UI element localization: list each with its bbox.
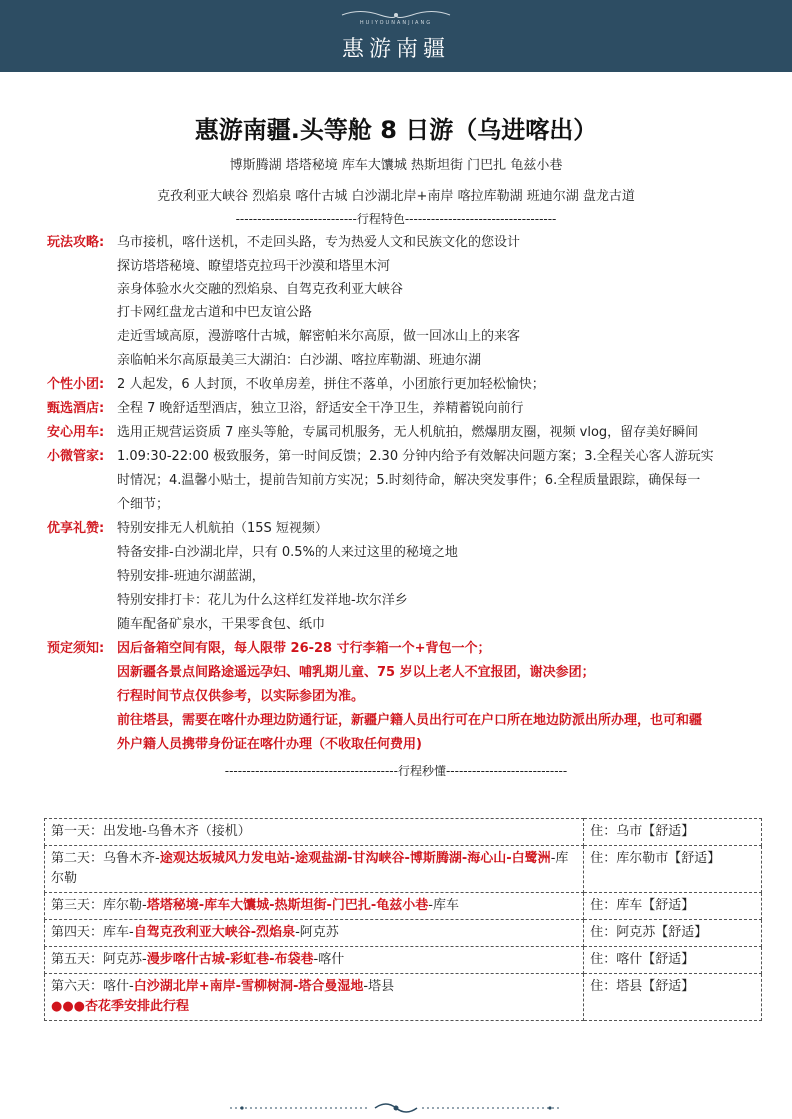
itinerary-row <box>45 974 762 1021</box>
notice-line: 外户籍人员携带身份证在喀什办理（不收取任何费用) <box>117 737 422 752</box>
gameplay-line: 乌市接机，喀什送机，不走回头路，专为热爱人文和民族文化的您设计 <box>117 235 521 250</box>
gift-key: 优享礼赞: <box>47 521 105 536</box>
itinerary-day-cell <box>45 893 584 920</box>
header-banner <box>0 0 792 72</box>
itinerary-text: 第一天：出发地-乌鲁木齐（接机） <box>51 824 251 839</box>
gameplay-line: 亲身体验水火交融的烈焰泉、自驾克孜利亚大峡谷 <box>117 282 404 297</box>
butler-line: 1.09:30-22:00 极致服务，第一时间反馈；2.30 分钟内给予有效解决问题方案；3.全程关心客人游玩实 <box>117 449 714 464</box>
itinerary-table <box>44 818 762 1021</box>
group-text: 2 人起发，6 人封顶，不收单房差，拼住不落单，小团旅行更加轻松愉快； <box>117 377 545 392</box>
itinerary-row <box>45 893 762 920</box>
itinerary-text: 第四天：库车- <box>51 925 134 940</box>
itinerary-note: ●●●杏花季安排此行程 <box>51 999 190 1014</box>
car-text: 选用正规营运资质 7 座头等舱，专属司机服务，无人机航拍，燃爆朋友圈，视频 vlog，留存美好瞬间 <box>117 425 699 440</box>
itinerary-day-cell <box>45 920 584 947</box>
gameplay-row <box>0 232 792 254</box>
itinerary-highlight: 塔塔秘境-库车大馕城-热斯坦街-门巴扎-龟兹小巷 <box>146 898 429 913</box>
gift-line: 特别安排-班迪尔湖蓝湖， <box>117 569 265 584</box>
car-row <box>0 422 792 444</box>
gameplay-line: 亲临帕米尔高原最美三大湖泊：白沙湖、喀拉库勒湖、班迪尔湖 <box>117 353 482 368</box>
itinerary-highlight: 漫步喀什古城-彩虹巷-布袋巷 <box>146 952 314 967</box>
butler-row <box>0 446 792 468</box>
divider-features: ----------------------------行程特色----------------------------------- <box>235 212 557 226</box>
itinerary-day-cell <box>45 974 584 1021</box>
gift-line: 特别安排无人机航拍（15S 短视频） <box>117 521 328 536</box>
gift-line: 特备安排-白沙湖北岸，只有 0.5%的人来过这里的秘境之地 <box>117 545 458 560</box>
notice-line: 行程时间节点仅供参考，以实际参团为准。 <box>117 689 365 704</box>
notice-line: 前往塔县，需要在喀什办理边防通行证，新疆户籍人员出行可在户口所在地边防派出所办理，也可和疆 <box>117 713 703 728</box>
itinerary-stay-cell: 住：库车【舒适】 <box>584 893 762 920</box>
divider-itinerary: ----------------------------------------行程秒懂---------------------------- <box>224 764 568 778</box>
hotel-text: 全程 7 晚舒适型酒店，独立卫浴，舒适安全干净卫生，养精蓄锐向前行 <box>117 401 524 416</box>
gameplay-line: 走近雪域高原，漫游喀什古城，解密帕米尔高原，做一回冰山上的来客 <box>117 329 521 344</box>
itinerary-day-cell <box>45 819 584 846</box>
brand-pinyin: HUIYOUNANJIANG <box>359 20 433 26</box>
gift-row <box>0 518 792 540</box>
itinerary-row <box>45 846 762 893</box>
gameplay-line: 打卡网红盘龙古道和中巴友谊公路 <box>117 305 313 320</box>
butler-key: 小微管家: <box>47 449 105 464</box>
subtitle-line-1: 博斯腾湖 塔塔秘境 库车大馕城 热斯坦街 门巴扎 龟兹小巷 <box>229 158 563 173</box>
itinerary-stay-cell: 住：库尔勒市【舒适】 <box>584 846 762 893</box>
group-row <box>0 374 792 396</box>
itinerary-stay-cell: 住：塔县【舒适】 <box>584 974 762 1021</box>
notice-line: 因新疆各景点间路途遥远孕妇、哺乳期儿童、75 岁以上老人不宜报团，谢决参团； <box>117 665 595 680</box>
hotel-key: 甄选酒店: <box>47 401 105 416</box>
notice-key: 预定须知: <box>47 641 105 656</box>
notice-row <box>0 638 792 660</box>
itinerary-text: -阿克苏 <box>295 925 339 940</box>
itinerary-text: -塔县 <box>363 979 395 994</box>
gift-line: 特别安排打卡：花儿为什么这样红发祥地-坎尔洋乡 <box>117 593 408 608</box>
itinerary-highlight: 白沙湖北岸+南岸-雪柳树洞-塔合曼湿地 <box>133 979 364 994</box>
itinerary-stay-cell: 住：阿克苏【舒适】 <box>584 920 762 947</box>
itinerary-text: 第三天：库尔勒- <box>51 898 147 913</box>
group-key: 个性小团: <box>47 377 105 392</box>
itinerary-text: -库尔勒 <box>51 851 569 886</box>
itinerary-day-cell <box>45 947 584 974</box>
itinerary-highlight: 自驾克孜利亚大峡谷-烈焰泉 <box>133 925 296 940</box>
itinerary-highlight: 途观达坂城风力发电站-途观盐湖-甘沟峡谷-博斯腾湖-海心山-白鹭洲 <box>159 851 551 866</box>
itinerary-day-cell <box>45 846 584 893</box>
itinerary-text: 第六天：喀什- <box>51 979 134 994</box>
gameplay-key: 玩法攻略: <box>47 235 105 250</box>
itinerary-text: 第五天：阿克苏- <box>51 952 147 967</box>
itinerary-stay-cell: 住：乌市【舒适】 <box>584 819 762 846</box>
subtitle-line-2: 克孜利亚大峡谷 烈焰泉 喀什古城 白沙湖北岸+南岸 喀拉库勒湖 班迪尔湖 盘龙古道 <box>157 189 635 204</box>
itinerary-row <box>45 947 762 974</box>
itinerary-row <box>45 819 762 846</box>
gift-line: 随车配备矿泉水，干果零食包、纸巾 <box>117 617 326 632</box>
butler-line: 个细节； <box>117 497 170 512</box>
page-title: 惠游南疆.头等舱 8 日游（乌进喀出） <box>194 116 598 144</box>
footer-ornament-icon <box>230 1100 562 1116</box>
car-key: 安心用车: <box>47 425 105 440</box>
notice-line: 因后备箱空间有限，每人限带 26-28 寸行李箱一个+背包一个； <box>117 641 491 656</box>
itinerary-text: -库车 <box>428 898 459 913</box>
hotel-row <box>0 398 792 420</box>
itinerary-text: -喀什 <box>313 952 345 967</box>
gameplay-line: 探访塔塔秘境、瞭望塔克拉玛干沙漠和塔里木河 <box>117 259 391 274</box>
itinerary-text: 第二天：乌鲁木齐- <box>51 851 160 866</box>
butler-line: 时情况；4.温馨小贴士，提前告知前方实况；5.时刻待命，解决突发事件；6.全程质量跟踪，确保每一 <box>117 473 701 488</box>
itinerary-row <box>45 920 762 947</box>
brand-name: 惠游南疆 <box>341 37 450 62</box>
itinerary-stay-cell: 住：喀什【舒适】 <box>584 947 762 974</box>
